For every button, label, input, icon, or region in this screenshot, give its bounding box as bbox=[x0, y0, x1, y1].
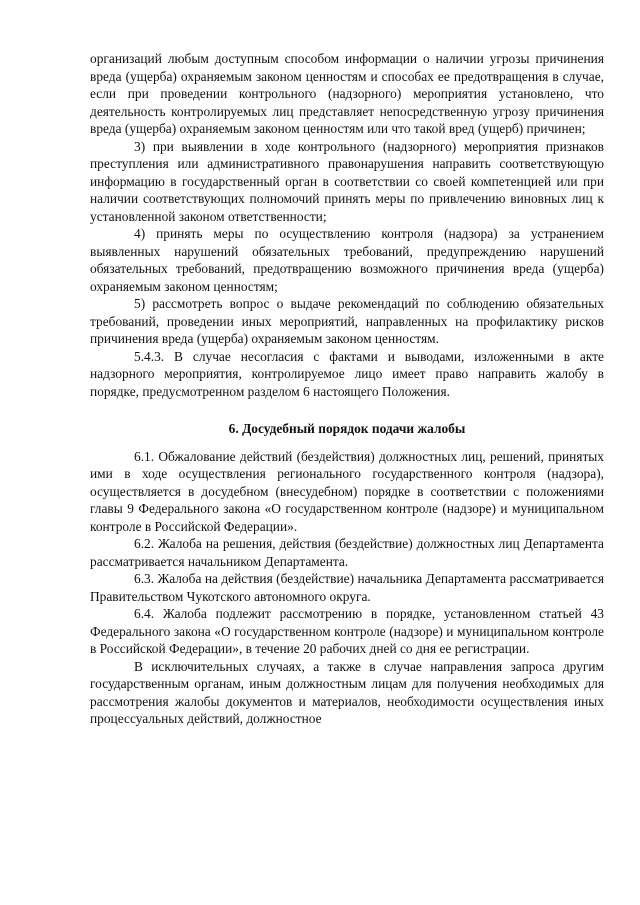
section-heading: 6. Досудебный порядок подачи жалобы bbox=[228, 421, 466, 436]
paragraph-continuation: организаций любым доступным способом информации о наличии угрозы причинения вреда (ущерба) охраняемым законом ценностям и способах ее предотвращения в случае, если при проведении контрольного (надзорного) мероприятия установлено, что деятельность контролируемых лиц представляет непосредственную угрозу причинения вреда (ущерба) охраняемым законом ценностям или что такой вред (ущерб) причинен; bbox=[90, 51, 604, 136]
paragraph-item-3: 3) при выявлении в ходе контрольного (надзорного) мероприятия признаков преступления или административного правонарушения направить соответствующую информацию в государственный орган в соответствии со своей компетенцией или при наличии соответствующих полномочий принять меры по привлечению виновных лиц к установленной законом ответственности; bbox=[90, 138, 604, 224]
paragraph-item-5: 5) рассмотреть вопрос о выдаче рекомендаций по соблюдению обязательных требований, проведении иных мероприятий, направленных на профилактику рисков причинения вреда (ущерба) охраняемым законом ценностям. bbox=[90, 296, 604, 346]
paragraph-item-4: 4) принять меры по осуществлению контроля (надзора) за устранением выявленных нарушений обязательных требований, предупреждению нарушений обязательных требований, предотвращению возможного причинения вреда (ущерба) охраняемым законом ценностям; bbox=[90, 226, 604, 294]
paragraph-6-2: 6.2. Жалоба на решения, действия (бездействие) должностных лиц Департамента рассматривается начальником Департамента. bbox=[90, 536, 604, 569]
document-page bbox=[90, 50, 604, 728]
paragraph-6-3: 6.3. Жалоба на действия (бездействие) начальника Департамента рассматривается Правительством Чукотского автономного округа. bbox=[90, 571, 604, 604]
paragraph-6-1: 6.1. Обжалование действий (бездействия) должностных лиц, решений, принятых ими в ходе осуществления регионального государственного контроля (надзора), осуществляется в досудебном (внесудебном) порядке в соответствии с положениями главы 9 Федерального закона «О государственном контроле (надзоре) и муниципальном контроле в Российской Федерации». bbox=[90, 448, 604, 534]
paragraph-6-4: 6.4. Жалоба подлежит рассмотрению в порядке, установленном статьей 43 Федерального закона «О государственном контроле (надзоре) и муниципальном контроле в Российской Федерации», в течение 20 рабочих дней со дня ее регистрации. bbox=[90, 606, 604, 656]
paragraph-5-4-3: 5.4.3. В случае несогласия с фактами и выводами, изложенными в акте надзорного мероприятия, контролируемое лицо имеет право направить жалобу в порядке, предусмотренном разделом 6 настоящего Положения. bbox=[90, 348, 604, 399]
paragraph-exceptional-cases: В исключительных случаях, а также в случае направления запроса другим государственным органам, иным должностным лицам для получения необходимых для рассмотрения жалобы документов и материалов, необходимости осуществления иных процессуальных действий, должностное bbox=[90, 658, 604, 726]
